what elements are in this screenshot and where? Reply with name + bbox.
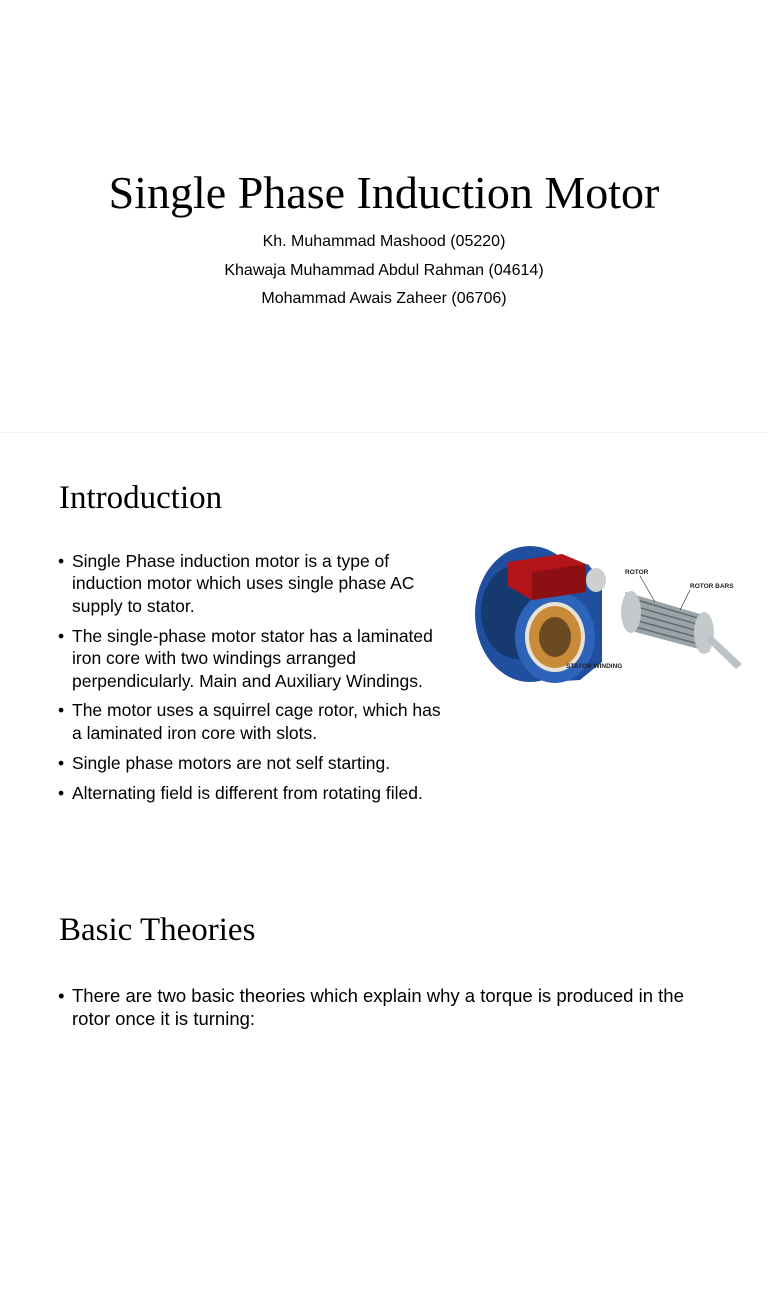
author-list	[0, 228, 768, 314]
bullet-item	[58, 782, 448, 804]
bullet-text: Alternating field is different from rotating filed.	[72, 782, 423, 803]
bullet-list	[58, 984, 708, 1038]
bullet-glyph: •	[58, 625, 65, 646]
stator-winding-label: STATOR WINDING	[566, 663, 623, 670]
title-slide	[0, 0, 768, 432]
presentation-title: Single Phase Induction Motor	[108, 167, 660, 218]
bullet-glyph: •	[58, 782, 65, 803]
slide-heading: Basic Theories	[59, 912, 256, 948]
bullet-item	[58, 625, 448, 692]
bullet-item	[58, 699, 448, 744]
bullet-text: The single-phase motor stator has a laminated iron core with two windings arranged perpendicularly. Main and Auxiliary Windings.	[72, 625, 433, 691]
bullet-glyph: •	[58, 551, 65, 571]
author-name: Khawaja Muhammad Abdul Rahman (04614)	[224, 261, 544, 279]
rotor-bars-label: ROTOR BARS	[690, 583, 734, 590]
bullet-glyph: •	[58, 752, 65, 773]
rotor	[621, 591, 742, 669]
bullet-glyph: •	[58, 985, 65, 1006]
bullet-list	[58, 550, 448, 812]
bullet-text: The motor uses a squirrel cage rotor, which has a laminated iron core with slots.	[72, 700, 441, 743]
author-name: Mohammad Awais Zaheer (06706)	[261, 290, 507, 307]
author-name: Kh. Muhammad Mashood (05220)	[262, 233, 506, 250]
bullet-item	[58, 984, 708, 1030]
motor-diagram	[470, 542, 745, 697]
bullet-text: Single Phase induction motor is a type of induction motor which uses single phase AC supply to stator.	[72, 551, 415, 616]
slide-heading: Introduction	[59, 480, 223, 516]
basic-theories-slide	[0, 864, 768, 1296]
bullet-text: Single phase motors are not self starting.	[72, 752, 391, 773]
bullet-item	[58, 752, 448, 774]
bullet-text: There are two basic theories which explain why a torque is produced in the rotor once it is turning:	[72, 985, 684, 1029]
rotor-label: ROTOR	[625, 569, 649, 576]
introduction-slide	[0, 432, 768, 864]
bullet-glyph: •	[58, 700, 65, 721]
bullet-item	[58, 550, 448, 617]
